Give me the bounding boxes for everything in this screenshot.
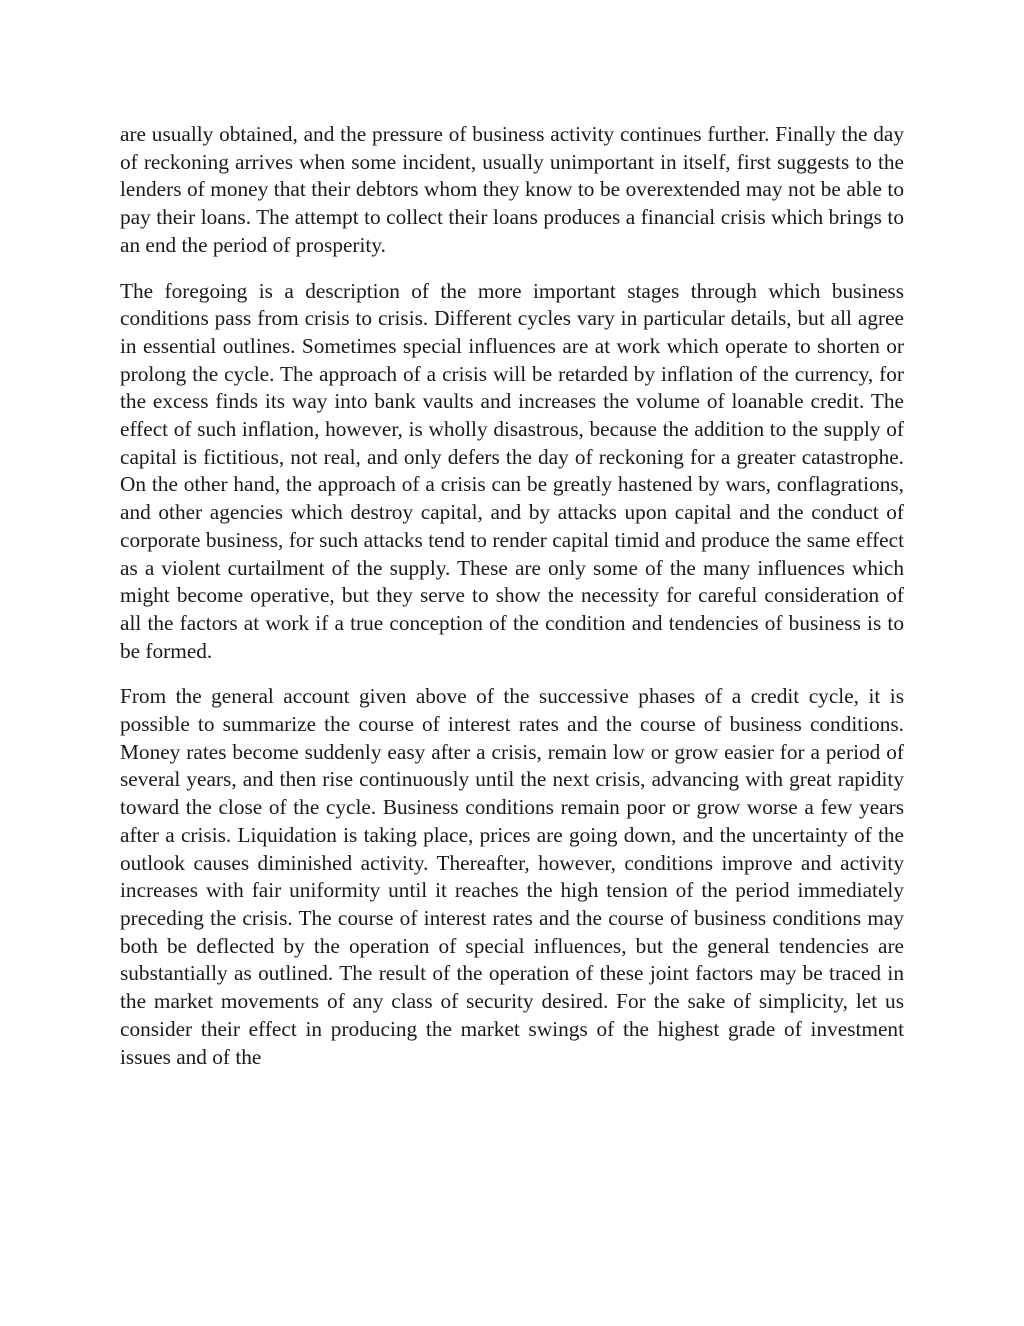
document-page: [120, 121, 904, 1089]
paragraph: From the general account given above of the successive phases of a credit cycle, it is possible to summarize the course of interest rates and the course of business conditions. Money rates become suddenly easy after a crisis, remain low or grow easier for a period of several years, and then rise continuously until the next crisis, advancing with great rapidity toward the close of the cycle. Business conditions remain poor or grow worse a few years after a crisis. Liquidation is taking place, prices are going down, and the uncertainty of the outlook causes diminished activity. Thereafter, however, conditions improve and activity increases with fair uniformity until it reaches the high tension of the period immediately preceding the crisis. The course of interest rates and the course of business conditions may both be deflected by the operation of special influences, but the general tendencies are substantially as outlined. The result of the operation of these joint factors may be traced in the market movements of any class of security desired. For the sake of simplicity, let us consider their effect in producing the market swings of the highest grade of investment issues and of the: [120, 684, 904, 1069]
paragraph: are usually obtained, and the pressure of business activity continues further. Finally the day of reckoning arrives when some incident, usually unimportant in itself, first suggests to the lenders of money that their debtors whom they know to be overextended may not be able to pay their loans. The attempt to collect their loans produces a financial crisis which brings to an end the period of prosperity.: [120, 122, 904, 257]
paragraph: The foregoing is a description of the more important stages through which business conditions pass from crisis to crisis. Different cycles vary in particular details, but all agree in essential outlines. Sometimes special influences are at work which operate to shorten or prolong the cycle. The approach of a crisis will be retarded by inflation of the currency, for the excess finds its way into bank vaults and increases the volume of loanable credit. The effect of such inflation, however, is wholly disastrous, because the addition to the supply of capital is fictitious, not real, and only defers the day of reckoning for a greater catastrophe. On the other hand, the approach of a crisis can be greatly hastened by wars, conflagrations, and other agencies which destroy capital, and by attacks upon capital and the conduct of corporate business, for such attacks tend to render capital timid and produce the same effect as a violent curtailment of the supply. These are only some of the many influences which might become operative, but they serve to show the necessity for careful consideration of all the factors at work if a true conception of the condition and tendencies of business is to be formed.: [120, 278, 904, 663]
